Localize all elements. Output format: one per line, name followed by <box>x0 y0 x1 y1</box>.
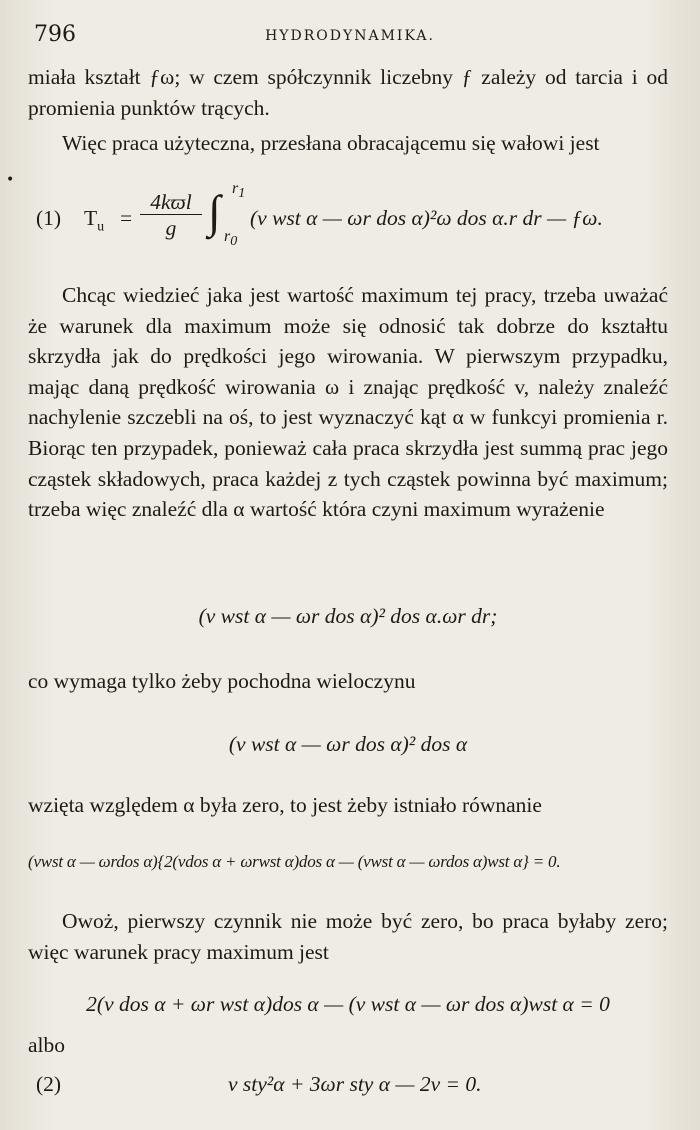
equation-1 <box>28 180 668 250</box>
equation-1-label: (1) <box>36 206 62 230</box>
equation-1-equals: = <box>120 206 133 230</box>
fraction-numerator: 4kϖl <box>140 190 202 215</box>
running-title: HYDRODYNAMIKA. <box>265 28 435 44</box>
paragraph-6: Owoż, pierwszy czynnik nie może być zero, bo praca byłaby zero; więc warunek pracy maximum jest <box>28 909 668 964</box>
paragraph-1: miała kształt ƒω; w czem spółczynnik liczebny ƒ zależy od tarcia i od promienia punktów trących. <box>28 65 668 120</box>
expression-2: (v wst α — ωr dos α)² dos α <box>228 732 468 756</box>
integral-lower-limit <box>224 228 237 250</box>
fraction-denominator: g <box>165 216 177 240</box>
upper-limit-subscript: 1 <box>238 186 246 202</box>
lower-limit-subscript: 0 <box>230 234 238 250</box>
integral-upper-limit <box>232 180 245 202</box>
equation-2 <box>28 1072 668 1104</box>
paragraph-5: wzięta względem α była zero, to jest żeby istniało równanie <box>28 793 542 817</box>
equation-2-label: (2) <box>36 1072 62 1096</box>
upper-limit-symbol: r <box>232 180 239 197</box>
lhs-subscript: u <box>97 219 105 235</box>
equation-1-lhs <box>84 206 104 235</box>
margin-dot: • <box>6 172 15 188</box>
paragraph-2: Więc praca użyteczna, przesłana obracającemu się wałowi jest <box>62 131 600 155</box>
page-header <box>30 22 670 52</box>
integral-sign: ∫ <box>208 186 221 237</box>
integral-body: (v wst α — ωr dos α)²ω dos α.r dr — ƒω. <box>250 206 603 230</box>
paragraph-7: albo <box>28 1033 66 1057</box>
paragraph-3: Chcąc wiedzieć jaka jest wartość maximum tej pracy, trzeba uważać że warunek dla maximum może się odnosić tak dobrze do kształtu skrzydła jak do prędkości jego wirowania. W pierwszym przypadku, mając daną prędkość wirowania ω i znając prędkość v, należy znaleźć nachylenie szczebli na oś, to jest wyznaczyć kąt α w funkcyi promienia r. Biorąc ten przypadek, ponieważ cała praca skrzydła jest summą prac jego cząstek składowych, praca każdej z tych cząstek powinna być maximum; trzeba więc znaleźć dla α wartość która czyni maximum wyrażenie <box>28 283 668 522</box>
lhs-symbol: T <box>84 206 98 230</box>
long-equation: (vwst α — ωrdos α){2(vdos α + ωrwst α)dos α — (vwst α — ωrdos α)wst α} = 0. <box>28 852 561 871</box>
equation-2-body: v sty²α + 3ωr sty α — 2v = 0. <box>228 1072 482 1096</box>
fraction <box>140 190 202 241</box>
max-equation: 2(v dos α + ωr wst α)dos α — (v wst α — ωr dos α)wst α = 0 <box>86 992 610 1016</box>
lower-limit-symbol: r <box>224 228 231 245</box>
expression-1: (v wst α — ωr dos α)² dos α.ωr dr; <box>198 604 498 628</box>
paragraph-4: co wymaga tylko żeby pochodna wieloczynu <box>28 669 416 693</box>
page-number: 796 <box>34 22 76 47</box>
